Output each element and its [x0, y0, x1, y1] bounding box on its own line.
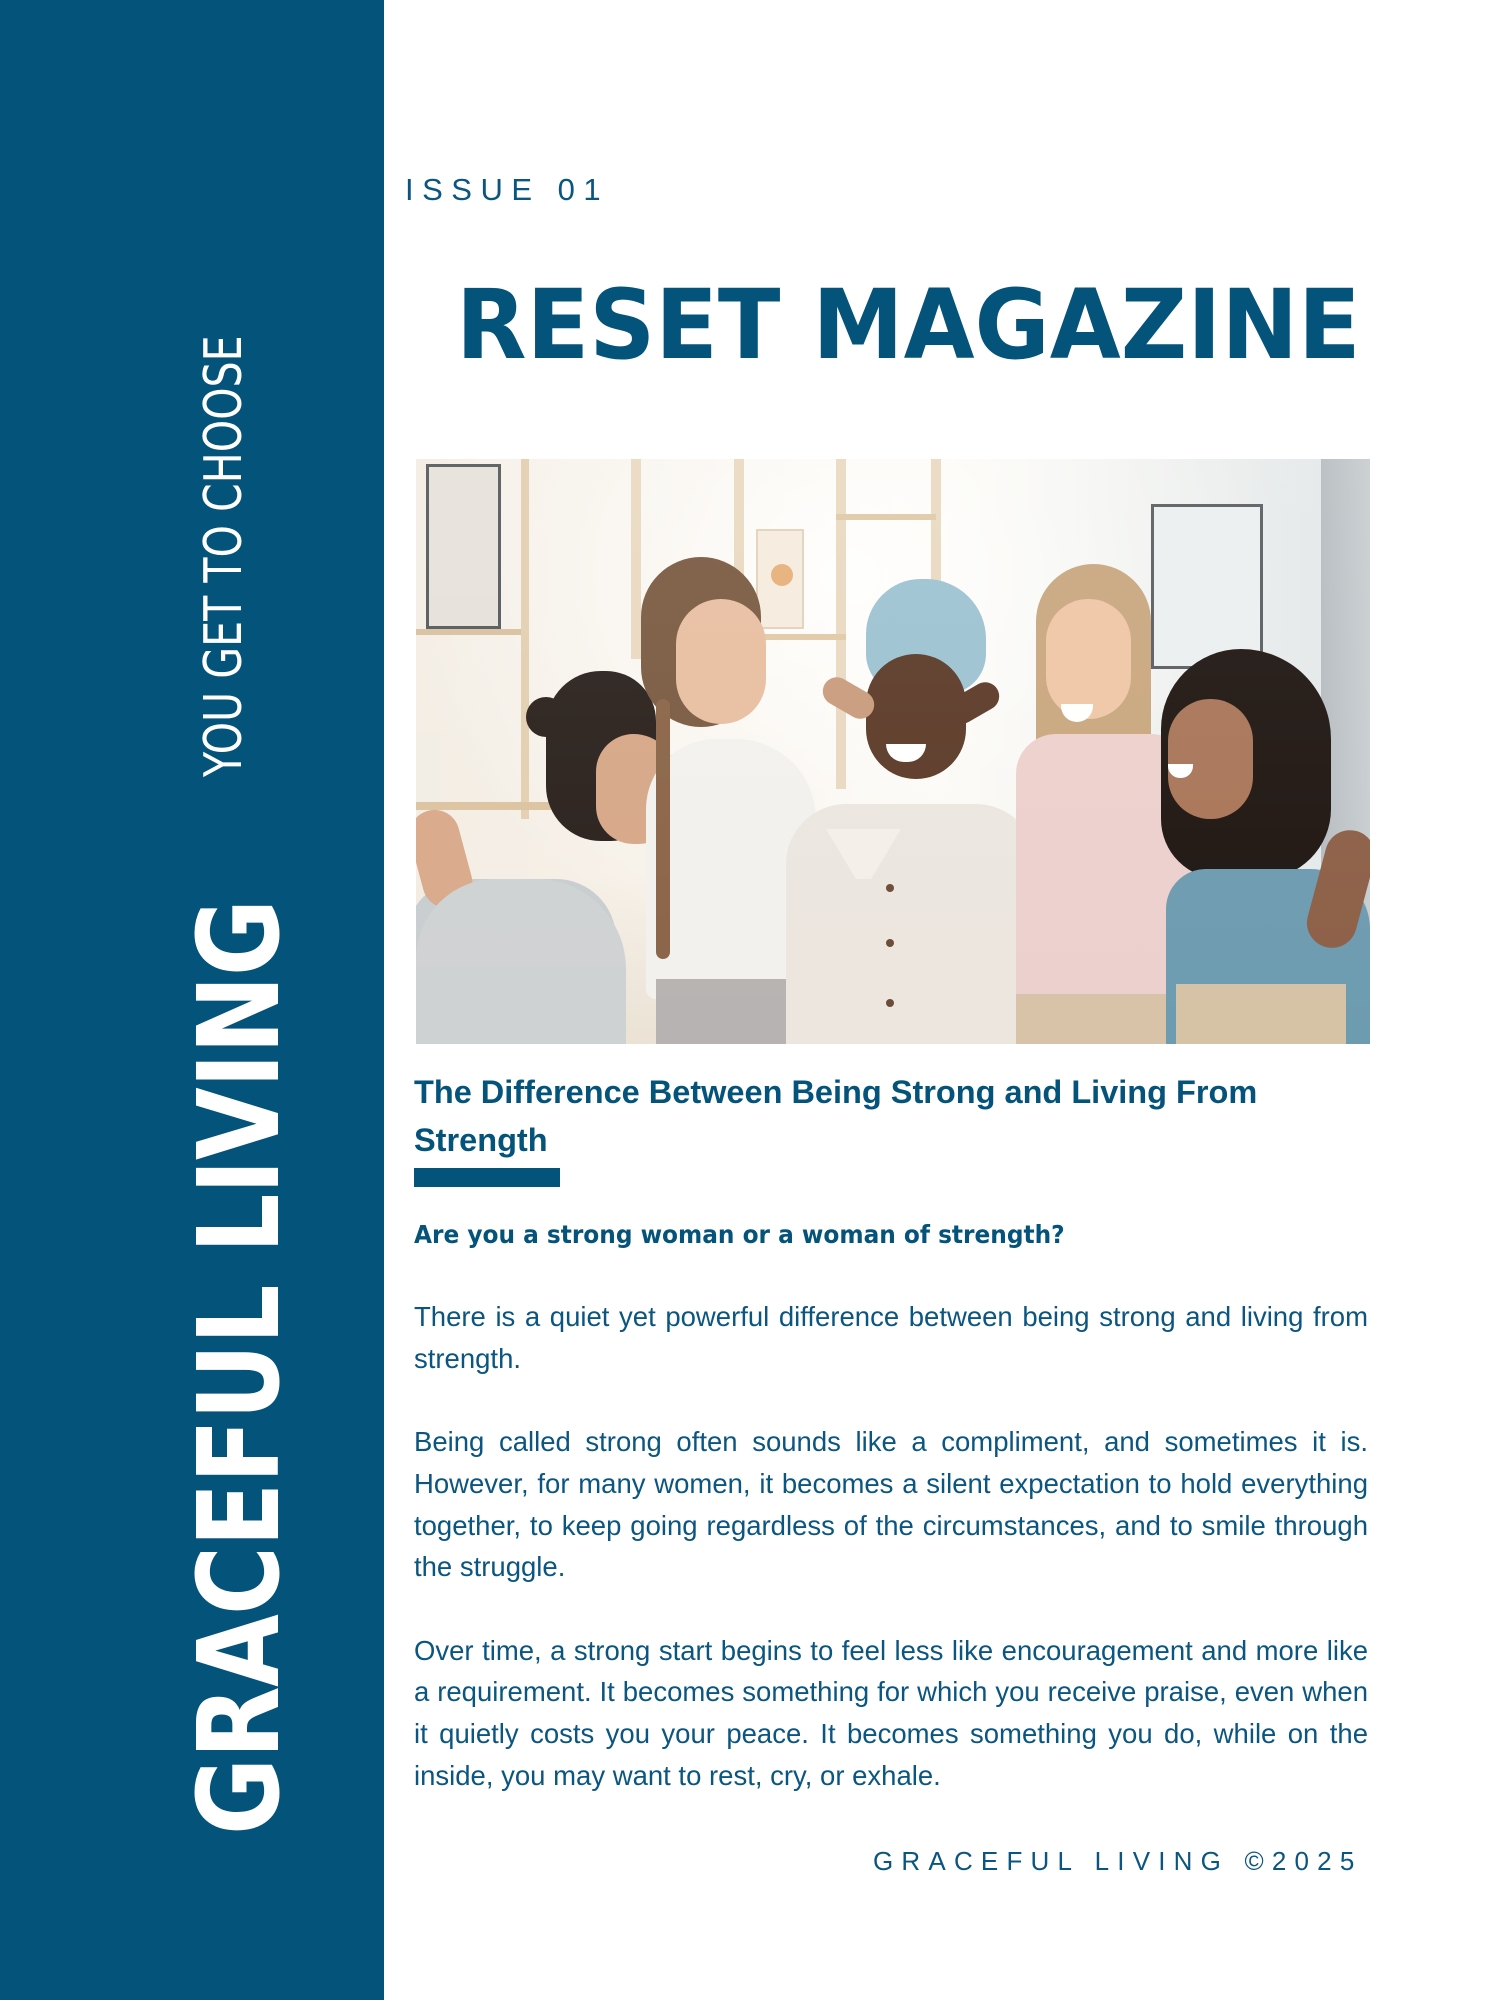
issue-number: ISSUE 01 [405, 172, 610, 207]
article-title: The Difference Between Being Strong and Living From Strength [414, 1074, 1258, 1158]
title-underline-bar [414, 1168, 560, 1187]
sidebar [0, 0, 384, 2000]
cover-photo [416, 459, 1370, 1044]
masthead-title: RESET MAGAZINE [456, 269, 1361, 381]
article-lede: Are you a strong woman or a woman of strength? [414, 1220, 1065, 1249]
footer-copyright: GRACEFUL LIVING ©2025 [873, 1846, 1363, 1876]
sidebar-vertical-text [175, 195, 305, 1835]
sidebar-tagline: YOU GET TO CHOOSE [194, 335, 254, 777]
article-paragraph: There is a quiet yet powerful difference between being strong and living from strength. [414, 1301, 1368, 1374]
article-body [414, 1296, 1368, 1796]
sidebar-brand: GRACEFUL LIVING [175, 899, 305, 1835]
article-paragraph: Over time, a strong start begins to feel less like encouragement and more like a requirement. It becomes something for which you receive praise, even when it quietly costs you your peace. It becomes something you do, while on the inside, you may want to rest, cry, or exhale. [414, 1634, 1368, 1791]
article-paragraph: Being called strong often sounds like a compliment, and sometimes it is. However, for many women, it becomes a silent expectation to hold everything together, to keep going regardless of the circumstances, and to smile through the struggle. [414, 1426, 1368, 1583]
